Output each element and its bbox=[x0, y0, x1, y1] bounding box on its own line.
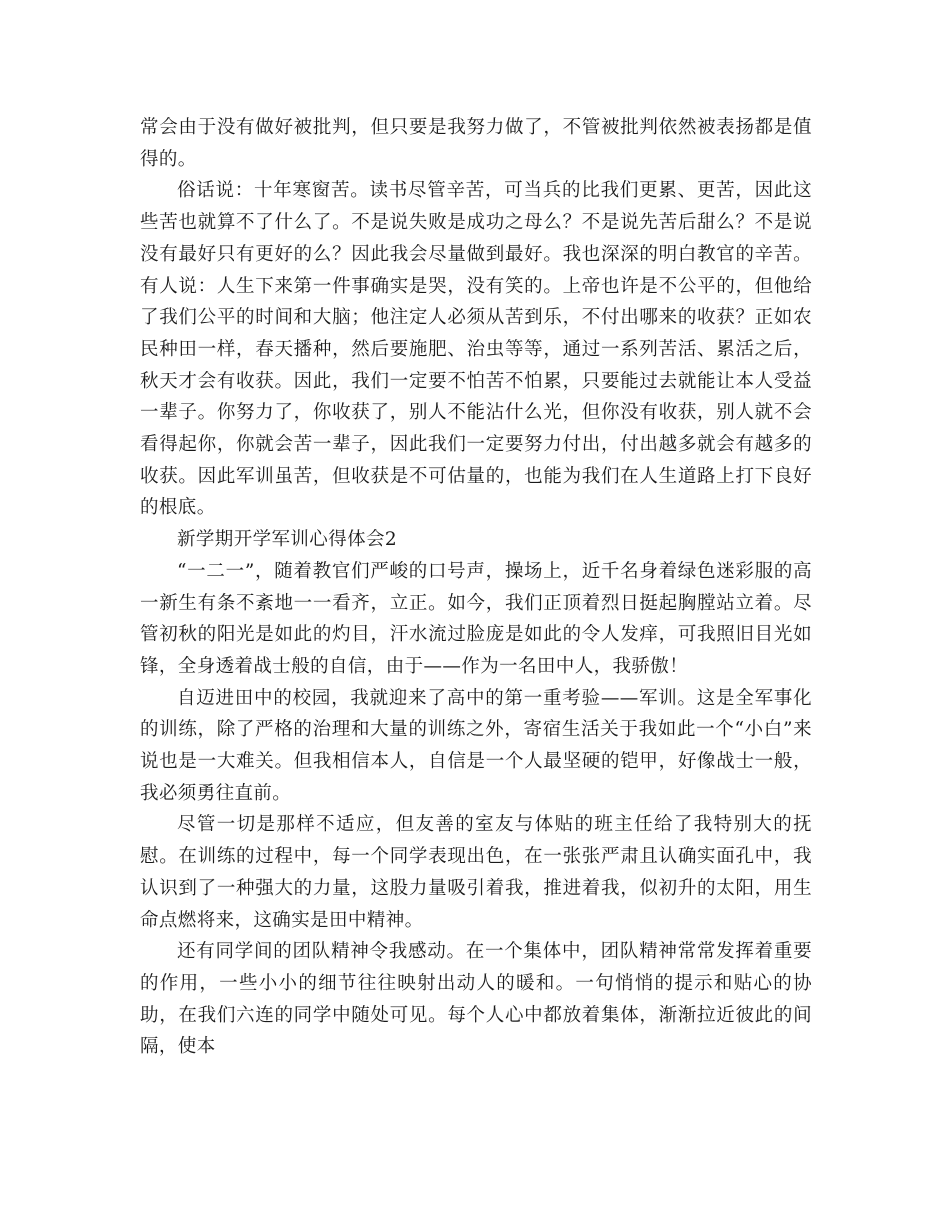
section-heading: 新学期开学军训心得体会2 bbox=[177, 529, 398, 551]
paragraph-teamwork: 还有同学间的团队精神令我感动。在一个集体中，团队精神常常发挥着重要的作用，一些小小的细节往往映射出动人的暖和。一句悄悄的提示和贴心的协助，在我们六连的同学中随处可见。每个人心中都放着集体，渐渐拉近彼此的间隔，使本 bbox=[140, 941, 812, 1058]
paragraph-campus: 自迈进田中的校园，我就迎来了高中的第一重考验——军训。这是全军事化的训练，除了严格的治理和大量的训练之外，寄宿生活关于我如此一个“小白”来说也是一大难关。但我相信本人，自信是一个人最坚硬的铠甲，好像战士一般，我必须勇往直前。 bbox=[140, 687, 812, 804]
document-body bbox=[140, 112, 812, 1063]
paragraph-roommates: 尽管一切是那样不适应，但友善的室友与体贴的班主任给了我特别大的抚慰。在训练的过程中，每一个同学表现出色，在一张张严肃且认确实面孔中，我认识到了一种强大的力量，这股力量吸引着我，推进着我，似初升的太阳，用生命点燃将来，这确实是田中精神。 bbox=[140, 814, 812, 931]
paragraph-drill: “一二一”，随着教官们严峻的口号声，操场上，近千名身着绿色迷彩服的高一新生有条不紊地一一看齐，立正。如今，我们正顶着烈日挺起胸膛站立着。尽管初秋的阳光是如此的灼目，汗水流过脸庞是如此的令人发痒，可我照旧目光如锋，全身透着战士般的自信，由于——作为一名田中人，我骄傲！ bbox=[140, 560, 812, 677]
paragraph-proverb: 俗话说：十年寒窗苦。读书尽管辛苦，可当兵的比我们更累、更苦，因此这些苦也就算不了什么了。不是说失败是成功之母么？不是说先苦后甜么？不是说没有最好只有更好的么？因此我会尽量做到最好。我也深深的明白教官的辛苦。有人说：人生下来第一件事确实是哭，没有笑的。上帝也许是不公平的，但他给了我们公平的时间和大脑；他注定人必须从苦到乐，不付出哪来的收获？正如农民种田一样，春天播种，然后要施肥、治虫等等，通过一系列苦活、累活之后，秋天才会有收获。因此，我们一定要不怕苦不怕累，只要能过去就能让本人受益一辈子。你努力了，你收获了，别人不能沾什么光，但你没有收获，别人就不会看得起你，你就会苦一辈子，因此我们一定要努力付出，付出越多就会有越多的收获。因此军训虽苦，但收获是不可估量的，也能为我们在人生道路上打下良好的根底。 bbox=[140, 180, 812, 519]
paragraph-continuation: 常会由于没有做好被批判，但只要是我努力做了，不管被批判依然被表扬都是值得的。 bbox=[140, 117, 812, 170]
